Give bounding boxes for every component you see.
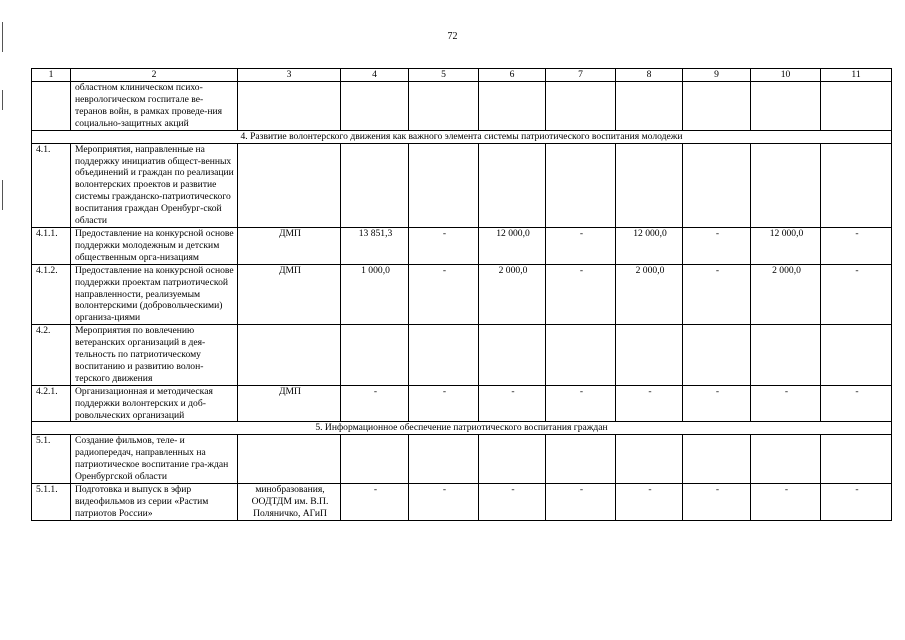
value-col11: - xyxy=(821,385,892,422)
value-col5 xyxy=(409,143,479,227)
table-row xyxy=(32,435,892,484)
header-row xyxy=(32,69,892,82)
executor xyxy=(238,143,341,227)
header-cell: 2 xyxy=(71,69,238,82)
value-col9: - xyxy=(683,264,751,325)
value-col6 xyxy=(479,325,546,386)
value-col5: - xyxy=(409,484,479,521)
item-number: 4.1.1. xyxy=(32,227,71,264)
table-row xyxy=(32,325,892,386)
value-col8 xyxy=(616,143,683,227)
value-col4 xyxy=(341,82,409,131)
item-name: Предоставление на конкурсной основе поддержки проектам патриотической направленности, реализуемым волонтерскими (добровольческими) организа-циями xyxy=(71,264,238,325)
item-number: 4.1.2. xyxy=(32,264,71,325)
margin-mark xyxy=(2,180,3,210)
executor: ДМП xyxy=(238,264,341,325)
section-row xyxy=(32,130,892,143)
section-row xyxy=(32,422,892,435)
item-number xyxy=(32,82,71,131)
program-table xyxy=(31,68,892,521)
value-col7: - xyxy=(546,227,616,264)
value-col7 xyxy=(546,82,616,131)
value-col10: - xyxy=(751,385,821,422)
item-number: 5.1.1. xyxy=(32,484,71,521)
value-col11 xyxy=(821,143,892,227)
value-col8: - xyxy=(616,484,683,521)
value-col11 xyxy=(821,325,892,386)
value-col10 xyxy=(751,143,821,227)
value-col7 xyxy=(546,325,616,386)
value-col5 xyxy=(409,325,479,386)
value-col4 xyxy=(341,325,409,386)
table-row xyxy=(32,143,892,227)
header-cell: 8 xyxy=(616,69,683,82)
value-col4: 13 851,3 xyxy=(341,227,409,264)
value-col10 xyxy=(751,82,821,131)
header-cell: 7 xyxy=(546,69,616,82)
section-title: 4. Развитие волонтерского движения как важного элемента системы патриотического воспитания молодежи xyxy=(32,130,892,143)
item-name: Создание фильмов, теле- и радиопередач, направленных на патриотическое воспитание гра-ждан Оренбургской области xyxy=(71,435,238,484)
margin-mark xyxy=(2,22,3,52)
value-col4: 1 000,0 xyxy=(341,264,409,325)
value-col9: - xyxy=(683,227,751,264)
value-col11 xyxy=(821,82,892,131)
value-col10 xyxy=(751,435,821,484)
value-col9 xyxy=(683,143,751,227)
item-number: 4.1. xyxy=(32,143,71,227)
header-cell: 6 xyxy=(479,69,546,82)
header-cell: 1 xyxy=(32,69,71,82)
executor xyxy=(238,82,341,131)
header-cell: 10 xyxy=(751,69,821,82)
value-col8: 2 000,0 xyxy=(616,264,683,325)
item-number: 4.2. xyxy=(32,325,71,386)
page-number: 72 xyxy=(447,31,458,42)
item-name: Организационная и методическая поддержки волонтерских и доб-ровольческих организаций xyxy=(71,385,238,422)
value-col4: - xyxy=(341,385,409,422)
header-cell: 5 xyxy=(409,69,479,82)
table-row xyxy=(32,484,892,521)
value-col5: - xyxy=(409,227,479,264)
value-col6: - xyxy=(479,385,546,422)
value-col4 xyxy=(341,435,409,484)
value-col6 xyxy=(479,435,546,484)
section-title: 5. Информационное обеспечение патриотического воспитания граждан xyxy=(32,422,892,435)
table-row xyxy=(32,264,892,325)
value-col4 xyxy=(341,143,409,227)
item-number: 4.2.1. xyxy=(32,385,71,422)
value-col6: 2 000,0 xyxy=(479,264,546,325)
value-col5 xyxy=(409,82,479,131)
table-row xyxy=(32,227,892,264)
value-col9 xyxy=(683,325,751,386)
value-col6 xyxy=(479,82,546,131)
value-col9: - xyxy=(683,385,751,422)
item-name: областном клиническом психо-неврологическом госпитале ве-теранов войн, в рамках проведе-ния социально-защитных акций xyxy=(71,82,238,131)
value-col10: - xyxy=(751,484,821,521)
value-col8 xyxy=(616,325,683,386)
item-name: Мероприятия, направленные на поддержку инициатив общест-венных объединений и граждан по реализации волонтерских проектов и развитие системы гражданско-патриотического воспитания граждан Оренбург-ской области xyxy=(71,143,238,227)
executor: ДМП xyxy=(238,227,341,264)
value-col11: - xyxy=(821,227,892,264)
table-row xyxy=(32,385,892,422)
header-cell: 3 xyxy=(238,69,341,82)
value-col8: 12 000,0 xyxy=(616,227,683,264)
value-col5: - xyxy=(409,264,479,325)
item-name: Подготовка и выпуск в эфир видеофильмов из серии «Растим патриотов России» xyxy=(71,484,238,521)
value-col6: 12 000,0 xyxy=(479,227,546,264)
value-col9: - xyxy=(683,484,751,521)
value-col8 xyxy=(616,435,683,484)
value-col7: - xyxy=(546,385,616,422)
value-col6: - xyxy=(479,484,546,521)
value-col9 xyxy=(683,435,751,484)
value-col10: 12 000,0 xyxy=(751,227,821,264)
value-col6 xyxy=(479,143,546,227)
value-col8 xyxy=(616,82,683,131)
value-col7: - xyxy=(546,484,616,521)
value-col10: 2 000,0 xyxy=(751,264,821,325)
header-cell: 9 xyxy=(683,69,751,82)
value-col9 xyxy=(683,82,751,131)
value-col11: - xyxy=(821,264,892,325)
item-number: 5.1. xyxy=(32,435,71,484)
value-col10 xyxy=(751,325,821,386)
value-col7: - xyxy=(546,264,616,325)
executor xyxy=(238,435,341,484)
value-col5: - xyxy=(409,385,479,422)
margin-mark xyxy=(2,90,3,110)
value-col7 xyxy=(546,143,616,227)
value-col11 xyxy=(821,435,892,484)
executor: минобразования, ООДТДМ им. В.П. Поляничко, АГиП xyxy=(238,484,341,521)
header-cell: 4 xyxy=(341,69,409,82)
value-col4: - xyxy=(341,484,409,521)
value-col5 xyxy=(409,435,479,484)
executor xyxy=(238,325,341,386)
header-cell: 11 xyxy=(821,69,892,82)
value-col11: - xyxy=(821,484,892,521)
item-name: Предоставление на конкурсной основе поддержки молодежным и детским общественным орга-низациям xyxy=(71,227,238,264)
executor: ДМП xyxy=(238,385,341,422)
value-col8: - xyxy=(616,385,683,422)
value-col7 xyxy=(546,435,616,484)
table-row xyxy=(32,82,892,131)
item-name: Мероприятия по вовлечению ветеранских организаций в дея-тельность по патриотическому воспитанию и развитию волон-терского движения xyxy=(71,325,238,386)
